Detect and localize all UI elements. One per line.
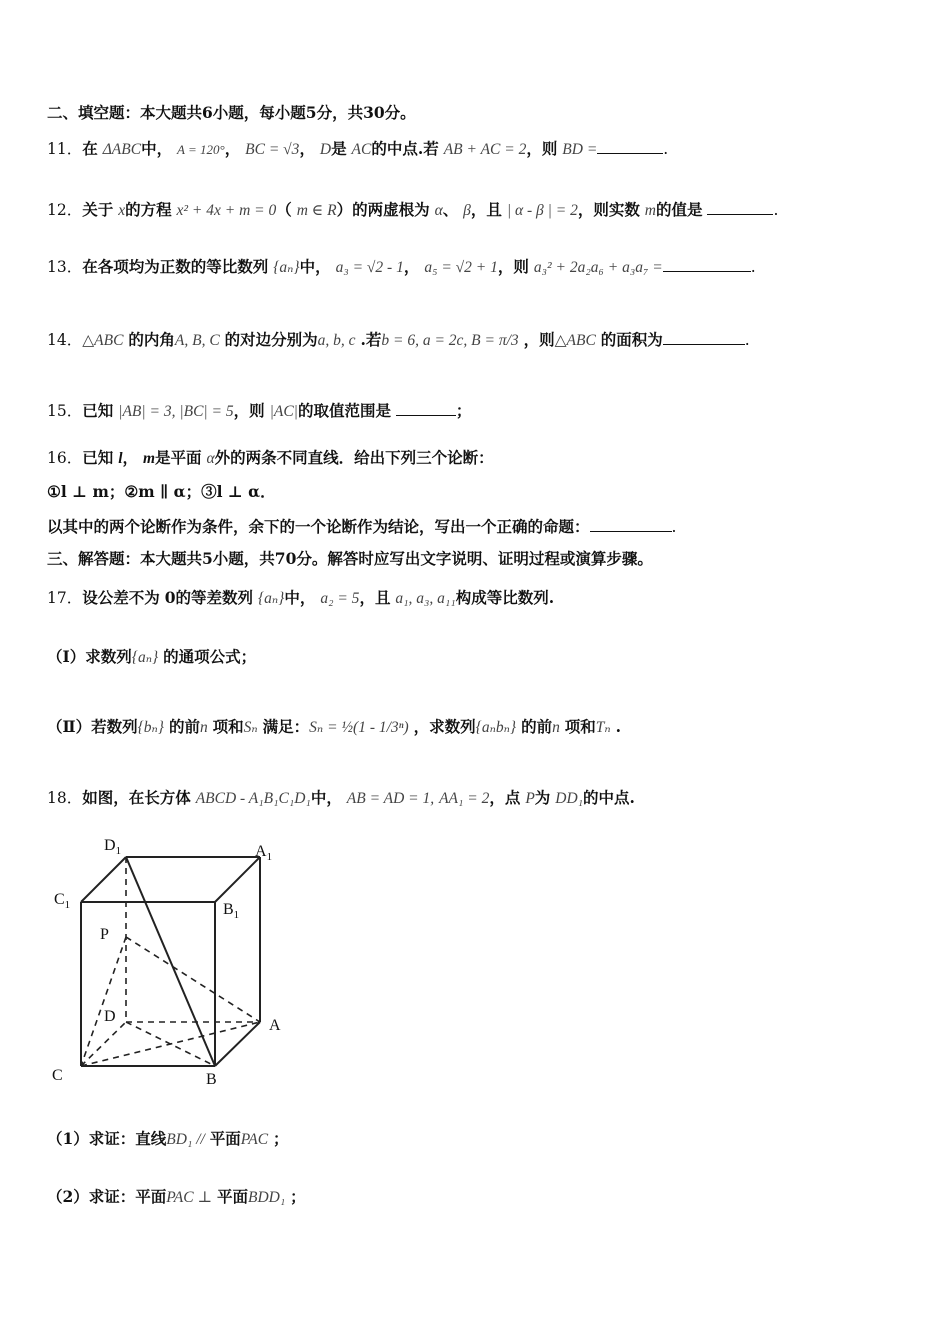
question-14: 14．△ABC 的内角A, B, C 的对边分别为a, b, c .若b = 6, a = 2c, B = π/3 ，则△ABC 的面积为 . (47, 330, 750, 349)
label-b1: $B_1$ (223, 901, 240, 921)
answer-blank (590, 515, 672, 532)
answer-blank (396, 399, 456, 416)
diagonal-d-b (126, 1022, 215, 1066)
question-12: 12．关于 x的方程 x² + 4x + m = 0（ m ∈ R）的两虚根为 α、 β，且 | α - β | = 2，则实数 m的值是 . (47, 200, 779, 219)
label-c1: $C_1$ (54, 891, 71, 911)
answer-blank (663, 328, 745, 345)
diagonal-d1-b (126, 857, 215, 1066)
question-18: 18．如图，在长方体 ABCD - A₁B₁C₁D₁中， AB = AD = 1, AA₁ = 2，点 P为 DD₁的中点. (47, 788, 635, 807)
label-p: P (100, 926, 109, 943)
question-17: 17．设公差不为 0的等差数列 {aₙ}中， a₂ = 5，且 a₁, a₃, a₁₁构成等比数列. (47, 588, 555, 607)
question-18-part-2: （2）求证：平面PAC ⊥ 平面BDD₁ ； (47, 1187, 306, 1206)
answer-blank (597, 137, 663, 154)
question-17-part-1: （Ⅰ）求数列{aₙ} 的通项公式； (47, 647, 257, 666)
segment-p-a (126, 937, 260, 1022)
edge-a1-b1 (215, 857, 260, 902)
label-a1: $A_1$ (255, 843, 273, 863)
edge-d1-c1 (81, 857, 126, 902)
answer-blank (663, 255, 751, 272)
edge-c-d-hidden (81, 1022, 126, 1066)
label-d: D (104, 1008, 116, 1025)
section-3-heading: 三、解答题：本大题共5小题，共70分。解答时应写出文字说明、证明过程或演算步骤。 (47, 549, 653, 568)
question-16-prompt: 以其中的两个论断作为条件，余下的一个论断作为结论，写出一个正确的命题： . (47, 517, 677, 536)
label-b: B (206, 1071, 217, 1088)
edge-b-a (215, 1022, 260, 1066)
question-15: 15．已知 |AB| = 3, |BC| = 5，则 |AC|的取值范围是 ； (47, 401, 472, 420)
cuboid-figure (48, 836, 298, 1092)
question-16-conditions: ①l ⊥ m；②m ∥ α；③l ⊥ α． (47, 482, 276, 501)
label-d1: $D_1$ (104, 837, 122, 857)
question-18-part-1: （1）求证：直线BD₁ // 平面PAC ； (47, 1129, 289, 1148)
question-13: 13．在各项均为正数的等比数列 {aₙ}中， a₃ = √2 - 1， a₅ = √2 + 1，则 a₃² + 2a₂a₆ + a₃a₇ = . (47, 257, 756, 276)
label-a: A (269, 1017, 281, 1034)
answer-blank (707, 198, 773, 215)
question-16: 16．已知 l， m是平面 α外的两条不同直线．给出下列三个论断： (47, 448, 494, 467)
label-c: C (52, 1067, 63, 1084)
segment-p-c (81, 937, 126, 1066)
question-17-part-2: （Ⅱ）若数列{bₙ} 的前n 项和Sₙ 满足：Sₙ = ½(1 - 1/3ⁿ) ，求数列{aₙbₙ} 的前n 项和Tₙ . (47, 717, 622, 736)
section-2-heading: 二、填空题：本大题共6小题，每小题5分，共30分。 (47, 103, 416, 122)
question-11: 11．在 ΔABC中， A = 120°， BC = √3， D是 AC的中点.若 AB + AC = 2，则 BD = . (47, 139, 669, 158)
